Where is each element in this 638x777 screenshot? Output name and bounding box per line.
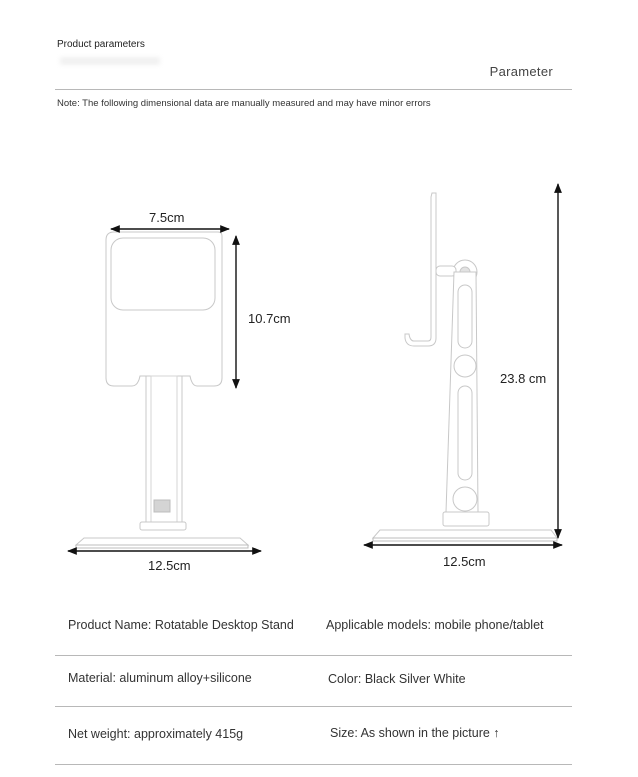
measurement-note: Note: The following dimensional data are manually measured and may have minor errors	[57, 98, 431, 109]
spec-divider	[55, 706, 572, 707]
side-base-width-label: 12.5cm	[443, 554, 486, 569]
page-title: Product parameters	[57, 39, 145, 50]
spec-net-weight: Net weight: approximately 415g	[68, 727, 244, 741]
front-view-stand	[76, 232, 248, 548]
spec-size: Size: As shown in the picture ↑	[330, 726, 500, 740]
section-label: Parameter	[489, 64, 553, 79]
side-view-stand	[373, 193, 557, 541]
front-base-width-label: 12.5cm	[148, 558, 191, 573]
spec-product-name: Product Name: Rotatable Desktop Stand	[68, 618, 294, 632]
spec-color: Color: Black Silver White	[328, 672, 466, 686]
spec-applicable-models: Applicable models: mobile phone/tablet	[326, 618, 544, 632]
spec-material: Material: aluminum alloy+silicone	[68, 671, 252, 685]
front-height-label: 10.7cm	[248, 311, 291, 326]
front-top-width-label: 7.5cm	[149, 210, 185, 225]
spec-divider	[55, 655, 572, 656]
side-height-label: 23.8 cm	[500, 371, 547, 386]
spec-divider	[55, 764, 572, 765]
